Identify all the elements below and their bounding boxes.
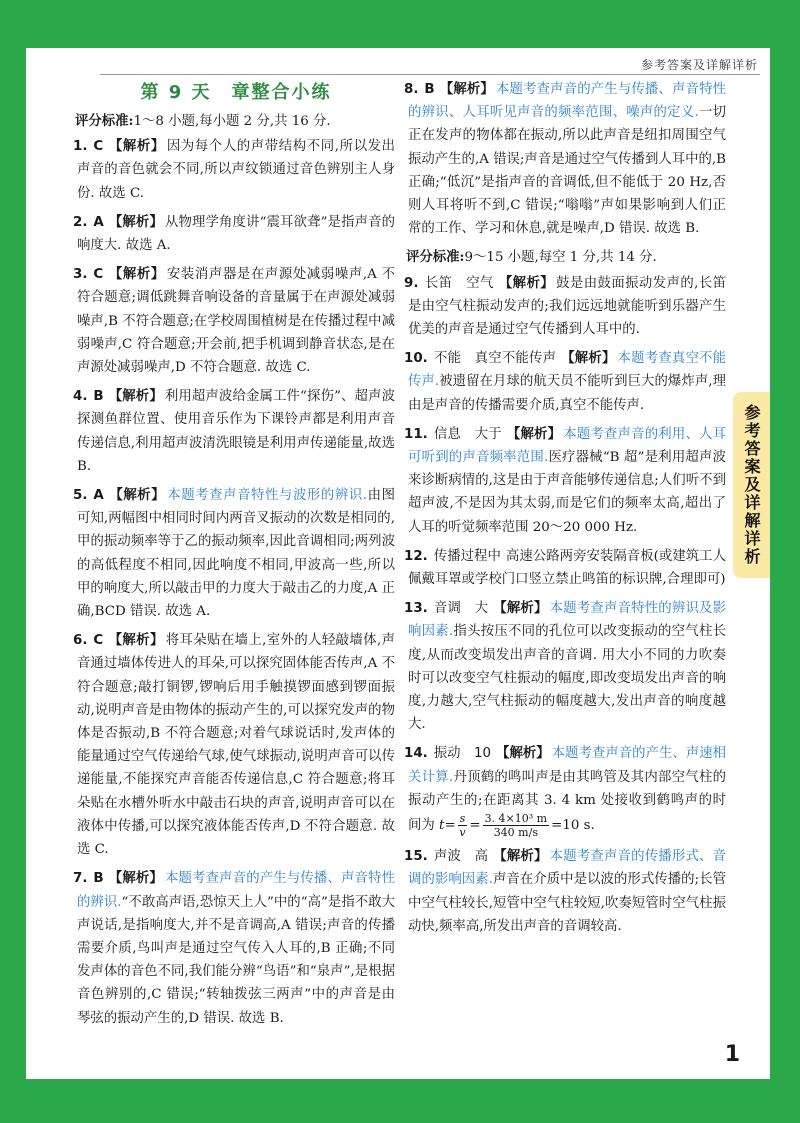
item-explanation: 鼓是由鼓面振动发声的,长笛是由空气柱振动发声的;我们远远地就能听到乐器产生优美的声音是通过空气传播到人耳中的. [408,275,727,338]
answer-item-9 [404,272,727,342]
item-explanation: 高速公路两旁安装隔音板(或建筑工人佩戴耳罩或学校门口竖立禁止鸣笛的标识牌,合理即可) [408,548,726,588]
item-explanation: 从物理学角度讲“震耳欲聋”是指声音的响度大. 故选 A. [77,214,395,254]
analysis-label: 【解析】 [108,632,164,649]
formula-t: t [439,818,445,834]
analysis-label: 【解析】 [493,600,548,617]
item-answer: 声波 高 [433,849,489,865]
item-explanation: 安装消声器是在声源处减弱噪声,A 不符合题意;调低跳舞音响设备的音量属于在声源处减弱噪声,B 不符合题意;在学校周围植树是在传播过程中减弱噪声,C 符合题意;开会前,把手机调到静音状态,是在声源处减弱噪声,D 不符合题意. 故选 C. [77,267,396,376]
answer-item-14 [404,742,727,840]
right-border [770,0,800,1123]
item-explanation: “不敢高声语,恐惊天上人”中的“高”是指不敢大声说话,是指响度大,并不是音调高,A 错误;声音的传播需要介质,鸟叫声是通过空气传入人耳的,B 正确;不同发声体的音色不同,我们能分辨“鸟语”和“泉声”,是根据音色辨别的,C 错误;“转轴拨弦三两声”中的声音是由琴弦的振动产生的,D 错误. 故选 B. [77,894,395,1026]
topic-note: 本题考查声音的产生与传播、声音特性的辨识. [77,871,396,910]
answer-item-7 [73,867,396,1029]
item-number: 8. [404,82,419,97]
answer-item-12 [404,545,726,591]
topic-note: 本题考查声音特性的辨识及影响因素. [408,601,727,640]
item-answer: C [93,633,104,649]
criteria-label: 评分标准: [406,249,465,266]
page-title: 第 9 天 章整合小练 [140,82,332,103]
analysis-label: 【解析】 [108,266,165,283]
item-number: 7. [73,871,88,887]
item-answer: B [424,82,435,97]
section-tab [733,392,770,578]
item-answer: 信息 大于 [433,426,502,442]
topic-note: 本题考查声音的产生与传播、声音特性的辨识、人耳听见声音的频率范围、噪声的定义. [408,82,727,121]
analysis-label: 【解析】 [108,138,165,155]
header-rule [100,74,760,75]
formula-v: v [459,826,466,840]
item-explanation: 利用超声波给金属工件“探伤”、超声波探测鱼群位置、使用音乐作为下课铃声都是利用声音传递信息,利用超声波清洗眼镜是利用声传递能量,故选 B. [77,389,395,474]
item-explanation: 医疗器械“B 超”是利用超声波来诊断病情的,这是由于声音能够传递信息;人们听不到超声波,不是因为其太弱,而是它们的频率太高,超出了人耳的听觉频率范围 20～20 000 Hz. [408,450,726,535]
answer-item-6 [73,629,396,861]
answer-item-11 [404,423,727,539]
item-answer: 音调 大 [433,601,489,617]
item-explanation: 因为每个人的声带结构不同,所以发出声音的音色就会不同,所以声纹锁通过音色辨别主人身份. 故选 C. [77,139,396,201]
item-answer: 长笛 空气 [424,275,494,291]
analysis-label: 【解析】 [506,425,562,442]
item-explanation: 一切正在发声的物体都在振动,所以此声音是纽扣周围空气振动产生的,A 错误;声音是通过空气传播到人耳中的,B 正确;“低沉”是指声音的音调低,但不能低于 20 Hz,否则人耳将听不到,C 错误;“嗡嗡”声如果影响到人们正常的工作、学习和休息,就是噪声,D 错误. 故选 B. [408,105,726,237]
item-number: 15. [404,849,428,865]
item-answer: 振动 10 [433,746,492,762]
answer-item-8 [404,78,727,240]
bottom-border [0,1079,800,1123]
answer-item-4 [73,385,395,478]
answer-item-15 [404,845,727,938]
right-column [404,78,727,944]
analysis-label: 【解析】 [108,213,163,230]
item-number: 5. [73,488,88,504]
analysis-label: 【解析】 [498,274,555,291]
topic-note: 本题考查声音的利用、人耳可听到的声音频率范围. [408,426,727,466]
formula-frac-values [483,812,550,839]
criteria-label: 评分标准: [75,113,134,129]
page-number: 1 [724,1042,740,1067]
top-border [0,0,800,48]
item-answer: C [93,267,104,283]
item-explanation: 声音在介质中是以波的形式传播的;长管中空气柱较长,短管中空气柱较短,吹奏短管时空气柱振动快,频率高,所发出声音的音调较高. [408,872,726,934]
topic-note: 本题考查声音的产生、声速相关计算. [408,746,727,785]
analysis-label: 【解析】 [496,745,550,762]
scoring-criteria-2 [406,246,726,269]
item-number: 13. [404,601,428,617]
item-number: 3. [73,267,88,283]
answer-item-10 [404,347,727,417]
item-answer: 传播过程中 [433,548,501,564]
speed-formula: t= $\frac{s}{v}$ = $\frac{\text{3. 4×10³ m}}{340 m/s}$ =10 s. [439,812,595,840]
item-number: 9. [404,275,419,291]
analysis-label: 【解析】 [108,388,163,405]
item-explanation: 被遗留在月球的航天员不能听到巨大的爆炸声,理由是声音的传播需要介质,真空不能传声. [408,374,726,413]
item-number: 10. [404,351,428,367]
item-number: 4. [73,389,88,405]
section-tab-label: 参考答案及详解详析 [742,404,761,566]
item-number: 12. [404,548,428,564]
item-answer: A [93,488,104,504]
item-number: 11. [404,426,428,442]
analysis-label: 【解析】 [561,350,616,367]
item-answer: 不能 真空不能传声 [433,351,557,367]
item-explanation: 由图可知,两幅图中相同时间内两音叉振动的次数是相同的,甲的振动频率等于乙的振动频率,因此音调相同;两列波的高低程度不相同,因此响度不相同,甲波高一些,所以甲的响度大,所以敲击甲的力度大于敲击乙的力度,A 正确,BCD 错误. 故选 A. [77,488,395,620]
formula-frac-sv [458,812,468,839]
item-number: 6. [73,633,88,649]
analysis-label: 【解析】 [108,870,163,887]
formula-denominator: 340 m/s [493,826,538,840]
item-answer: C [93,139,104,155]
item-explanation: 将耳朵贴在墙上,室外的人轻敲墙体,声音通过墙体传进人的耳朵,可以探究固体能否传声,A 不符合题意;敲打铜锣,锣响后用手触摸锣面感到锣面振动,说明声音是由物体的振动产生的,可以探究发声的物体是否振动,B 不符合题意;对着气球说话时,发声体的能量通过空气传递给气球,使气球振动,说明声音可以传递能量,不能探究声音能否传递信息,C 符合题意;将耳朵贴在水槽外听水中敲击石块的声音,说明声音可以在液体中传播,可以探究液体能否传声,D 不符合题意. 故选 C. [77,633,396,858]
item-number: 1. [73,139,88,155]
item-answer: A [93,214,104,230]
answer-item-1 [73,135,396,205]
item-explanation: 指头按压不同的孔位可以改变振动的空气柱长度,从而改变埙发出声音的音调. 用大小不同的力吹奏时可以改变空气柱振动的幅度,即改变埙发出声音的响度,力越大,空气柱振动的幅度越大,发出声音的响度越大. [408,624,726,733]
answer-item-5 [73,484,395,623]
answer-item-2 [73,211,395,257]
analysis-label: 【解析】 [493,848,548,865]
item-answer: B [93,871,104,887]
criteria-text: 1～8 小题,每小题 2 分,共 16 分. [133,114,331,129]
topic-note: 本题考查声音的传播形式、音调的影响因素. [408,849,727,888]
item-explanation: 丹顶鹤的鸣叫声是由其鸣管及其内部空气柱的振动产生的;在距离其 3. 4 km 处接收到鹤鸣声的时间为 [408,769,726,834]
left-border [0,0,26,1123]
criteria-text: 9～15 小题,每空 1 分,共 14 分. [464,250,657,266]
running-header: 参考答案及详解详析 [640,58,758,72]
item-answer: B [93,389,104,405]
answer-item-13 [404,597,727,736]
formula-s: s [459,812,466,826]
formula-numerator: 3. 4×10³ m [484,812,548,826]
item-number: 14. [404,746,428,762]
answer-item-3 [73,263,396,379]
formula-eq: = [444,818,456,834]
item-number: 2. [73,214,88,230]
topic-note: 本题考查真空不能传声. [408,351,727,390]
analysis-label: 【解析】 [108,487,166,504]
formula-result: =10 s. [551,818,595,834]
analysis-label: 【解析】 [439,81,494,97]
topic-note: 本题考查声音特性与波形的辨识. [167,488,368,504]
scoring-criteria-1 [75,110,395,133]
left-column [73,78,396,1036]
